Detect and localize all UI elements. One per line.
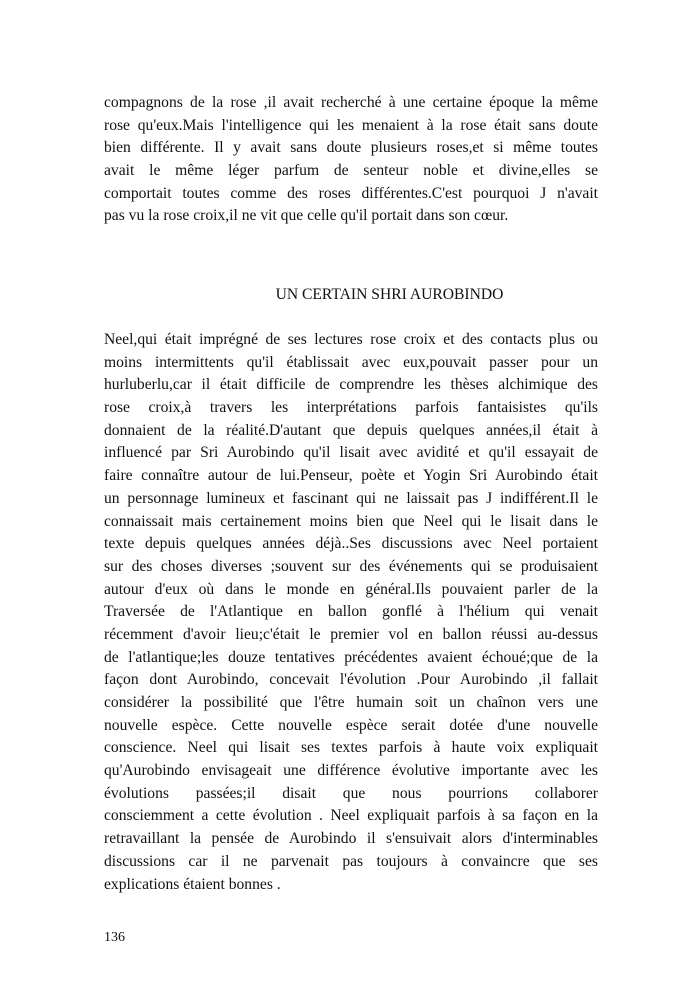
text-line: pas vu la rose croix,il ne vit que celle qu'il portait dans son cœur.	[104, 207, 509, 225]
text-line: connaissait mais certainement moins bien que Neel qui le lisait dans le	[104, 512, 598, 530]
text-line: avait le même léger parfum de senteur noble et divine,elles se	[104, 162, 598, 180]
text-line: explications étaient bonnes .	[104, 875, 281, 893]
text-line: conscience. Neel qui lisait ses textes parfois à haute voix expliquait	[104, 739, 598, 757]
text-line: Neel,qui était imprégné de ses lectures rose croix et des contacts plus ou	[104, 331, 598, 348]
section-heading: UN CERTAIN SHRI AUROBINDO	[275, 286, 504, 303]
text-line: donnaient de la réalité.D'autant que depuis quelques années,il était à	[104, 421, 598, 439]
text-line: bien différente. Il y avait sans doute plusieurs roses,et si même toutes	[104, 139, 598, 157]
text-line: moins intermittents qu'il établissait avec eux,pouvait passer pour un	[104, 353, 598, 371]
text-line: hurluberlu,car il était difficile de comprendre les thèses alchimique des	[104, 376, 598, 394]
text-line: sur des choses diverses ;souvent sur des événements qui se produisaient	[104, 557, 598, 575]
text-line: texte depuis quelques années déjà..Ses discussions avec Neel portaient	[104, 535, 598, 553]
text-line: autour d'eux où dans le monde en général.Ils pouvaient parler de la	[104, 580, 598, 598]
text-line: évolutions passées;il disait que nous pourrions collaborer	[104, 784, 598, 802]
text-line: rose croix,à travers les interprétations parfois fantaisistes qu'ils	[104, 399, 598, 417]
text-line: retravaillant la pensée de Aurobindo il s'ensuivait alors d'interminables	[104, 830, 598, 848]
text-line: consciemment a cette évolution . Neel expliquait parfois à sa façon en la	[104, 807, 598, 825]
text-line: qu'Aurobindo envisageait une différence évolutive importante avec les	[104, 762, 598, 780]
text-line: façon dont Aurobindo, concevait l'évolution .Pour Aurobindo ,il fallait	[104, 671, 598, 689]
text-line: discussions car il ne parvenait pas toujours à convaincre que ses	[104, 852, 598, 870]
text-line: un personnage lumineux et fascinant qui ne laissait pas J indifférent.Il le	[104, 489, 598, 507]
text-line: considérer la possibilité que l'être humain soit un chaînon vers une	[104, 694, 598, 711]
text-line: faire connaître autour de lui.Penseur, poète et Yogin Sri Aurobindo était	[104, 467, 598, 485]
text-line: comportait toutes comme des roses différentes.C'est pourquoi J n'avait	[104, 184, 598, 202]
paragraph-2	[104, 329, 598, 896]
text-line: compagnons de la rose ,il avait recherché à une certaine époque la même	[104, 94, 598, 111]
text-line: rose qu'eux.Mais l'intelligence qui les menaient à la rose était sans doute	[104, 116, 598, 134]
text-line: de l'atlantique;les douze tentatives précédentes avaient échoué;que de la	[104, 648, 598, 666]
text-line: influencé par Sri Aurobindo qu'il lisait avec avidité et qu'il essayait de	[104, 444, 598, 462]
page-number: 136	[104, 930, 125, 945]
text-line: récemment d'avoir lieu;c'était le premier vol en ballon réussi au-dessus	[104, 625, 598, 643]
text-line: nouvelle espèce. Cette nouvelle espèce serait dotée d'une nouvelle	[104, 716, 598, 734]
paragraph-1	[104, 92, 598, 228]
text-line: Traversée de l'Atlantique en ballon gonflé à l'hélium qui venait	[104, 603, 598, 621]
